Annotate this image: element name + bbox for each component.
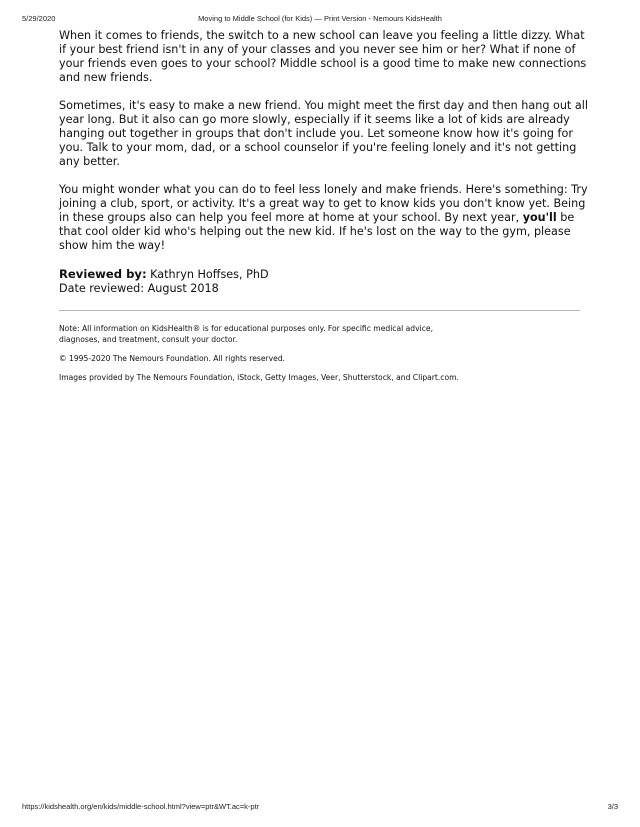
print-date: 5/29/2020 xyxy=(22,14,56,23)
reviewed-by xyxy=(59,267,589,282)
paragraph-text: be that cool older kid who's helping out the new kid. If he's lost on the way to the gym, please show him the way! xyxy=(59,211,575,252)
page-title: Moving to Middle School (for Kids) — Print Version - Nemours KidsHealth xyxy=(198,14,442,23)
page-url: https://kidshealth.org/en/kids/middle-school.html?view=ptr&WT.ac=k-ptr xyxy=(22,802,260,811)
page-number: 3/3 xyxy=(607,802,618,811)
notes-section xyxy=(59,323,459,383)
print-footer xyxy=(22,802,618,814)
article-content xyxy=(59,29,589,391)
reviewed-by-label: Reviewed by: xyxy=(59,267,147,281)
article-paragraph: When it comes to friends, the switch to a new school can leave you feeling a little dizzy. What if your best friend isn't in any of your classes and you never see him or her? What if none of your friends even goes to your school? Middle school is a good time to make new connections and new friends. xyxy=(59,29,587,84)
paragraph-text: You might wonder what you can do to feel less lonely and make friends. Here's something: Try joining a club, sport, or activity. It's a great way to get to know kids you don't know yet. Being in these groups also can help you feel more at home at your school. By next year, xyxy=(59,183,588,224)
article-paragraph: Sometimes, it's easy to make a new friend. You might meet the first day and then hang out all year long. But it also can go more slowly, especially if it seems like a lot of kids are already hanging out together in groups that don't include you. Let someone know how it's going for you. Talk to your mom, dad, or a school counselor if you're feeling lonely and it's not getting any better. xyxy=(59,99,588,168)
copyright-note: © 1995-2020 The Nemours Foundation. All rights reserved. xyxy=(59,354,286,363)
disclaimer-note: Note: All information on KidsHealth® is for educational purposes only. For specific medical advice, diagnoses, and treatment, consult your doctor. xyxy=(59,324,433,344)
divider xyxy=(59,310,580,311)
image-credit-note: Images provided by The Nemours Foundation, iStock, Getty Images, Veer, Shutterstock, and Clipart.com. xyxy=(59,373,459,382)
print-header xyxy=(22,14,618,26)
date-reviewed: Date reviewed: August 2018 xyxy=(59,282,219,295)
emphasis-text: you'll xyxy=(522,211,557,224)
article-paragraph xyxy=(59,183,589,253)
reviewer-name: Kathryn Hoffses, PhD xyxy=(146,268,269,281)
review-info xyxy=(59,267,589,296)
